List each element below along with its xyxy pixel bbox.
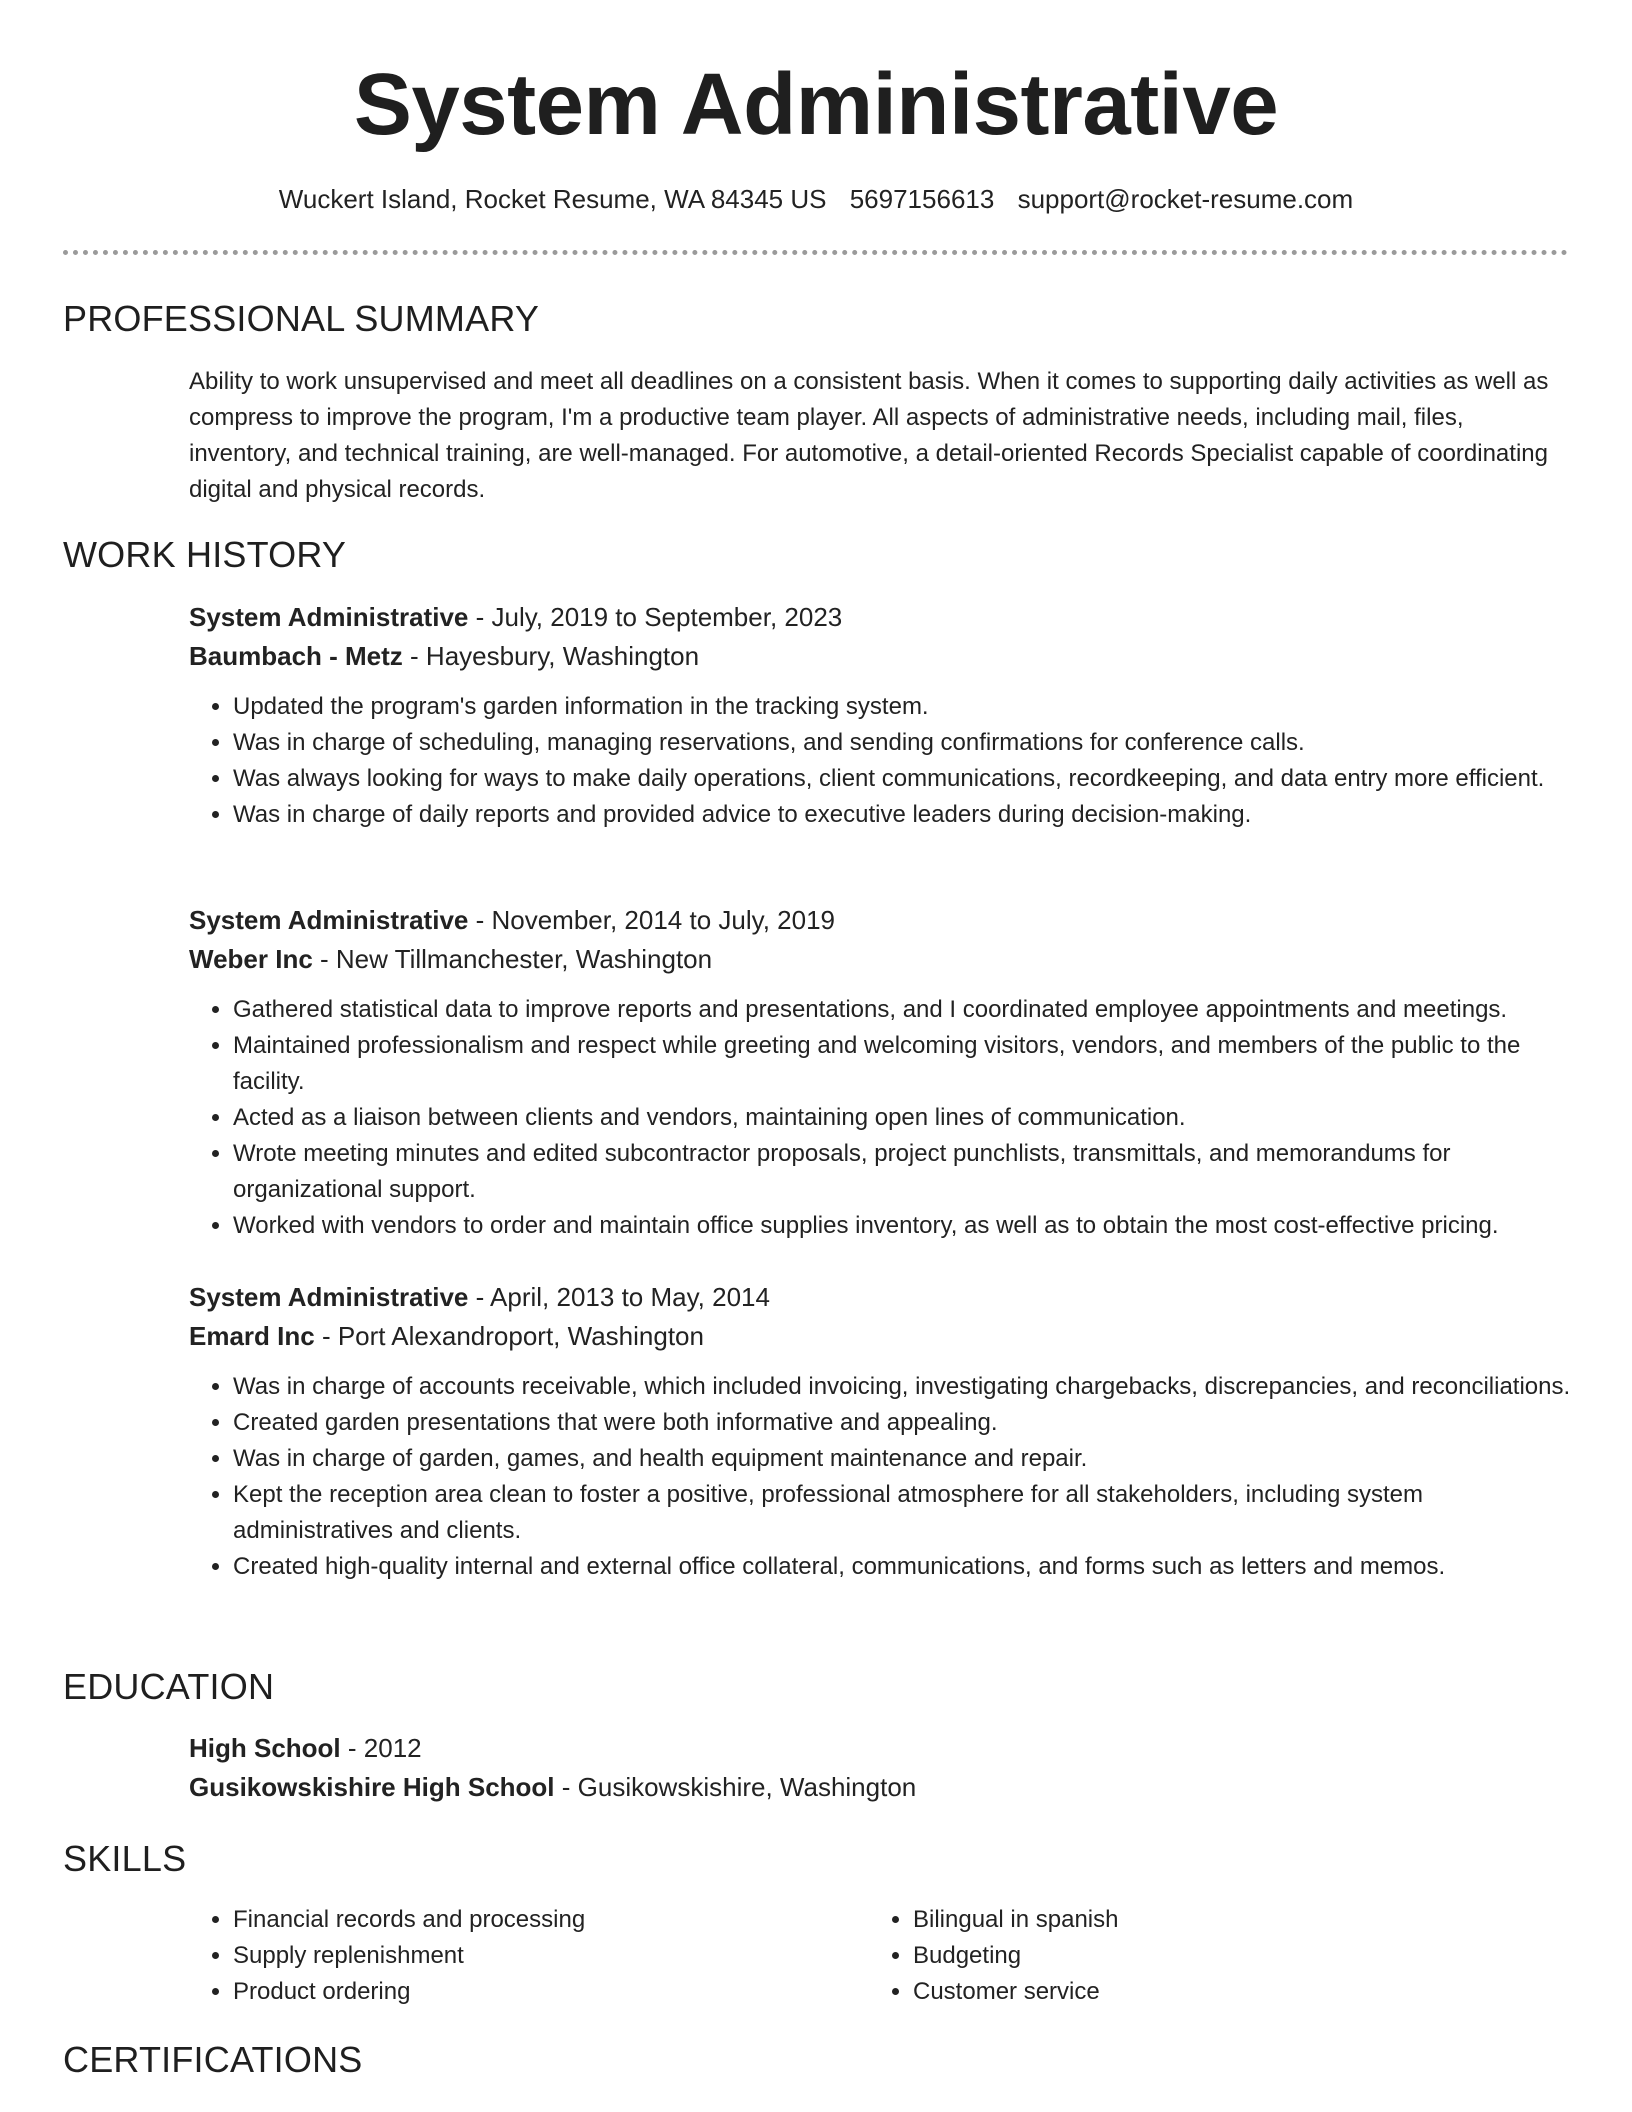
job-dates: - November, 2014 to July, 2019 (468, 905, 835, 935)
job-company-line (189, 637, 1579, 676)
job-title: System Administrative (189, 602, 469, 632)
job-dates: - April, 2013 to May, 2014 (468, 1282, 770, 1312)
section-title-work-history: WORK HISTORY (63, 534, 347, 575)
job-title-line (189, 901, 1579, 940)
job-company: Baumbach - Metz (189, 641, 403, 671)
skill-item: • Budgeting (913, 1938, 1549, 1974)
education-location: - Gusikowskishire, Washington (554, 1772, 917, 1802)
job-bullet: • Created garden presentations that were both informative and appealing. (233, 1405, 1579, 1441)
section-title-skills: SKILLS (63, 1838, 187, 1879)
job-company: Weber Inc (189, 944, 313, 974)
education-school: Gusikowskishire High School (189, 1772, 555, 1802)
skill-item: • Product ordering (233, 1974, 869, 2010)
job-bullet: • Gathered statistical data to improve reports and presentations, and I coordinated employee appointments and meetings. (233, 992, 1579, 1028)
skill-item: • Customer service (913, 1974, 1549, 2010)
job-bullet: • Worked with vendors to order and maintain office supplies inventory, as well as to obtain the most cost-effective pricing. (233, 1208, 1579, 1244)
job-bullet: • Kept the reception area clean to foster a positive, professional atmosphere for all stakeholders, including system administratives and clients. (233, 1477, 1579, 1549)
education-degree: High School (189, 1733, 341, 1763)
address: Wuckert Island, Rocket Resume, WA 84345 US (278, 184, 827, 214)
job-bullets (189, 1369, 1579, 1585)
section-title-summary: PROFESSIONAL SUMMARY (63, 298, 540, 339)
job-bullet: • Created high-quality internal and external office collateral, communications, and forms such as letters and memos. (233, 1549, 1579, 1585)
job-location: - New Tillmanchester, Washington (312, 944, 713, 974)
job-bullet: • Acted as a liaison between clients and vendors, maintaining open lines of communication. (233, 1100, 1579, 1136)
job-bullet: • Was in charge of scheduling, managing reservations, and sending confirmations for conference calls. (233, 725, 1579, 761)
skills-list (189, 1902, 1569, 2010)
job-company: Emard Inc (189, 1321, 315, 1351)
skill-item: • Bilingual in spanish (913, 1902, 1549, 1938)
contact-line (0, 181, 1632, 217)
job-company-line (189, 1317, 1579, 1356)
job-bullet: • Was always looking for ways to make daily operations, client communications, recordkeeping, and data entry more efficient. (233, 761, 1579, 797)
section-title-certifications: CERTIFICATIONS (63, 2039, 363, 2080)
summary-text: Ability to work unsupervised and meet all deadlines on a consistent basis. When it comes to supporting daily activities as well as compress to improve the program, I'm a productive team player. All aspects of administrative needs, including mail, files, inventory, and technical training, are well-managed. For automotive, a detail-oriented Records Specialist capable of coordinating digital and physical records. (189, 368, 1549, 503)
job-title-line (189, 598, 1579, 637)
job-bullets (189, 689, 1579, 833)
education-year: - 2012 (340, 1733, 422, 1763)
education-degree-line (189, 1729, 1579, 1768)
job-title-line (189, 1278, 1579, 1317)
skill-item: • Supply replenishment (233, 1938, 869, 1974)
job-bullets (189, 992, 1579, 1244)
job-location: - Hayesbury, Washington (402, 641, 700, 671)
job-bullet: • Was in charge of daily reports and provided advice to executive leaders during decision-making. (233, 797, 1579, 833)
education-entry (189, 1729, 1579, 1807)
job-location: - Port Alexandroport, Washington (314, 1321, 704, 1351)
job-entry (189, 901, 1579, 1244)
skill-item: • Financial records and processing (233, 1902, 869, 1938)
job-bullet: • Wrote meeting minutes and edited subcontractor proposals, project punchlists, transmittals, and memorandums for organizational support. (233, 1136, 1579, 1208)
job-bullet: • Was in charge of accounts receivable, which included invoicing, investigating chargebacks, discrepancies, and reconciliations. (233, 1369, 1579, 1405)
email: support@rocket-resume.com (1017, 184, 1354, 214)
education-school-line (189, 1768, 1579, 1807)
job-bullet: • Updated the program's garden information in the tracking system. (233, 689, 1579, 725)
section-title-education: EDUCATION (63, 1666, 275, 1707)
job-company-line (189, 940, 1579, 979)
job-title: System Administrative (189, 1282, 469, 1312)
job-title: System Administrative (189, 905, 469, 935)
job-entry (189, 598, 1579, 833)
job-bullet: • Maintained professionalism and respect while greeting and welcoming visitors, vendors, and members of the public to the facility. (233, 1028, 1579, 1100)
resume-name: System Administrative (353, 56, 1279, 153)
skills-column-right (869, 1902, 1549, 2010)
header-divider (63, 250, 1568, 255)
phone: 5697156613 (849, 184, 995, 214)
skills-column-left (189, 1902, 869, 2010)
job-dates: - July, 2019 to September, 2023 (468, 602, 843, 632)
job-entry (189, 1278, 1579, 1585)
job-bullet: • Was in charge of garden, games, and health equipment maintenance and repair. (233, 1441, 1579, 1477)
